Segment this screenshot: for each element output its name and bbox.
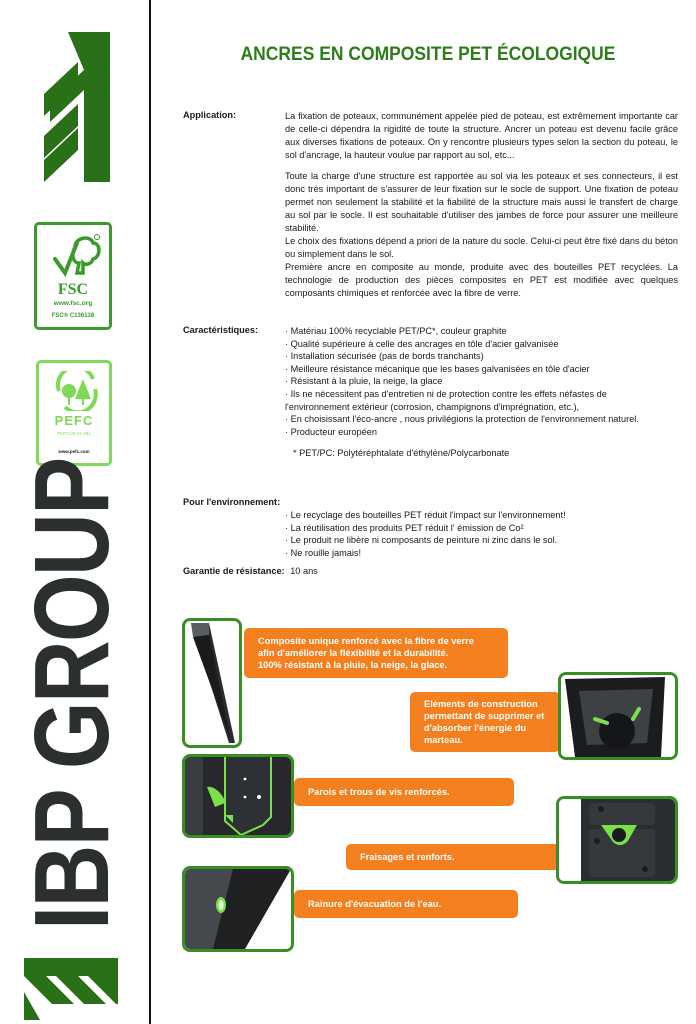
brand-name: IBP GROUP (13, 458, 131, 930)
callout-text (424, 698, 544, 746)
list-item: · Producteur européen (285, 426, 377, 437)
list-item: · Le recyclage des bouteilles PET réduit l'impact sur l'environnement! (285, 510, 566, 520)
callout-line: d'absorber l'énergie du (424, 723, 527, 733)
anchor-top-view-image-icon (561, 675, 675, 757)
callout-text: Rainure d'évacuation de l'eau. (308, 899, 442, 909)
garantie-label (183, 566, 318, 576)
ground-spike-image-icon (185, 621, 239, 745)
pefc-trees-icon (53, 371, 101, 411)
ibp-logo-mark-icon (42, 30, 110, 182)
environnement-label: Pour l'environnement: (183, 497, 281, 507)
callout-line: Eléments de construction (424, 699, 538, 709)
fsc-name: FSC (57, 281, 89, 298)
page-title: ANCRES EN COMPOSITE PET ÉCOLOGIQUE (240, 44, 616, 65)
application-paragraph: Le choix des fixations dépend a priori de la nature du socle. Celui-ci peut être fixé dans du béton ou simplement dans le sol. (285, 236, 678, 259)
application-label: Application: (183, 110, 237, 120)
callout-construction (410, 692, 560, 752)
fsc-certificate (34, 222, 112, 330)
list-item: · En choisissant l'éco-ancre , nous privilégions la protection de l'environnement naturel. (285, 414, 639, 425)
photo-top-view (558, 672, 678, 760)
anchor-cross-section-image-icon (185, 757, 291, 835)
callout-line: marteau. (424, 735, 463, 745)
list-item: · Ils ne nécessitent pas d'entretien ni de protection contre les effets néfastes de l'environnement extérieur (corrosion, champignons d'imprégnation, etc.), (285, 388, 607, 412)
list-item: · Ne rouille jamais! (285, 547, 362, 558)
callout-text: Fraisages et renforts. (360, 852, 455, 862)
fsc-tree-check-icon (51, 233, 101, 279)
garantie-label-text: Garantie de résistance: (183, 566, 285, 576)
callout-fraisages (346, 844, 560, 870)
callout-line: 100% résistant à la pluie, la neige, la glace. (258, 660, 448, 670)
list-item: · Meilleure résistance mécanique que les bases galvanisées en tôle d'acier (285, 363, 590, 374)
photo-cross-section (182, 754, 294, 838)
application-paragraph: Première ancre en composite au monde, produite avec des bouteilles PET recyclées. La technologie de production des pièces composites en PET est modifiée avec quelques composants chimiques et renforcée avec la fibre de verre. (285, 262, 678, 298)
callout-text: Parois et trous de vis renforcés. (308, 787, 450, 797)
fsc-code: FSC® C136138 (51, 313, 95, 319)
ibp-logo-stripes-icon (24, 958, 118, 1020)
callout-text (258, 635, 474, 671)
vertical-divider (149, 0, 151, 1024)
list-item: · Résistant à la pluie, la neige, la glace (285, 376, 443, 387)
footnote: * PET/PC: Polytéréphtalate d'éthylène/Polycarbonate (293, 448, 510, 459)
list-item: · Matériau 100% recyclable PET/PC*, couleur graphite (285, 326, 507, 336)
list-item: · Qualité supérieure à celle des ancrages en tôle d'acier galvanisée (285, 338, 559, 349)
caracteristiques-label: Caractéristiques: (183, 325, 259, 335)
photo-milling (556, 796, 678, 884)
pefc-code: PEFC/33-31-361 (57, 431, 91, 436)
fsc-url: www.fsc.org (53, 300, 93, 307)
application-paragraph: Toute la charge d'une structure est rapportée au sol via les poteaux et ses connecteurs, il est donc très important de s'assurer de leur fixation sur le socle de support. Une fixation de poteau permet non seulement la stabilité et la fiabilité de la structure mais aussi le transfert de charge au sol par le socle. Il est souhaitable d'utiliser des jambes de force pour assurer une meilleure stabilité. (285, 171, 678, 233)
list-item: · Installation sécurisée (pas de bords tranchants) (285, 351, 484, 362)
list-item: · Le produit ne libère ni composants de peinture ni zinc dans le sol. (285, 535, 558, 546)
application-text (285, 110, 678, 300)
garantie-value: 10 ans (290, 566, 318, 576)
callout-line: afin d'améliorer la fléxibilité et la durabilité. (258, 648, 449, 658)
photo-drain-groove (182, 866, 294, 952)
callout-line: Composite unique renforcé avec la fibre de verre (258, 636, 474, 646)
callout-rainure (294, 890, 518, 918)
callout-line: permettant de supprimer et (424, 711, 545, 721)
caracteristiques-list (285, 325, 645, 460)
anchor-milling-image-icon (559, 799, 675, 881)
anchor-drain-groove-image-icon (185, 869, 291, 949)
pefc-url: www.pefc.com (58, 449, 90, 454)
list-item: · La réutilisation des produits PET réduit l' émission de Co² (285, 522, 524, 533)
callout-composite (244, 628, 508, 678)
pefc-name: PEFC (54, 413, 94, 428)
application-paragraph: La fixation de poteaux, communément appelée pied de poteau, est extrêmement importante car de celle-ci dépendra la rigidité de toute la structure. Ancrer un poteau est devenu facile grâce aux diverses fixations de poteaux. On y rencontre plusieurs types selon la section du poteau, le sol d'ancrage, la hauteur voulue par rapport au sol, etc... (285, 111, 678, 160)
pefc-certificate (36, 360, 112, 466)
callout-parois (294, 778, 514, 806)
brand-wordmark (13, 458, 131, 978)
environnement-list (285, 509, 685, 559)
photo-spike (182, 618, 242, 748)
